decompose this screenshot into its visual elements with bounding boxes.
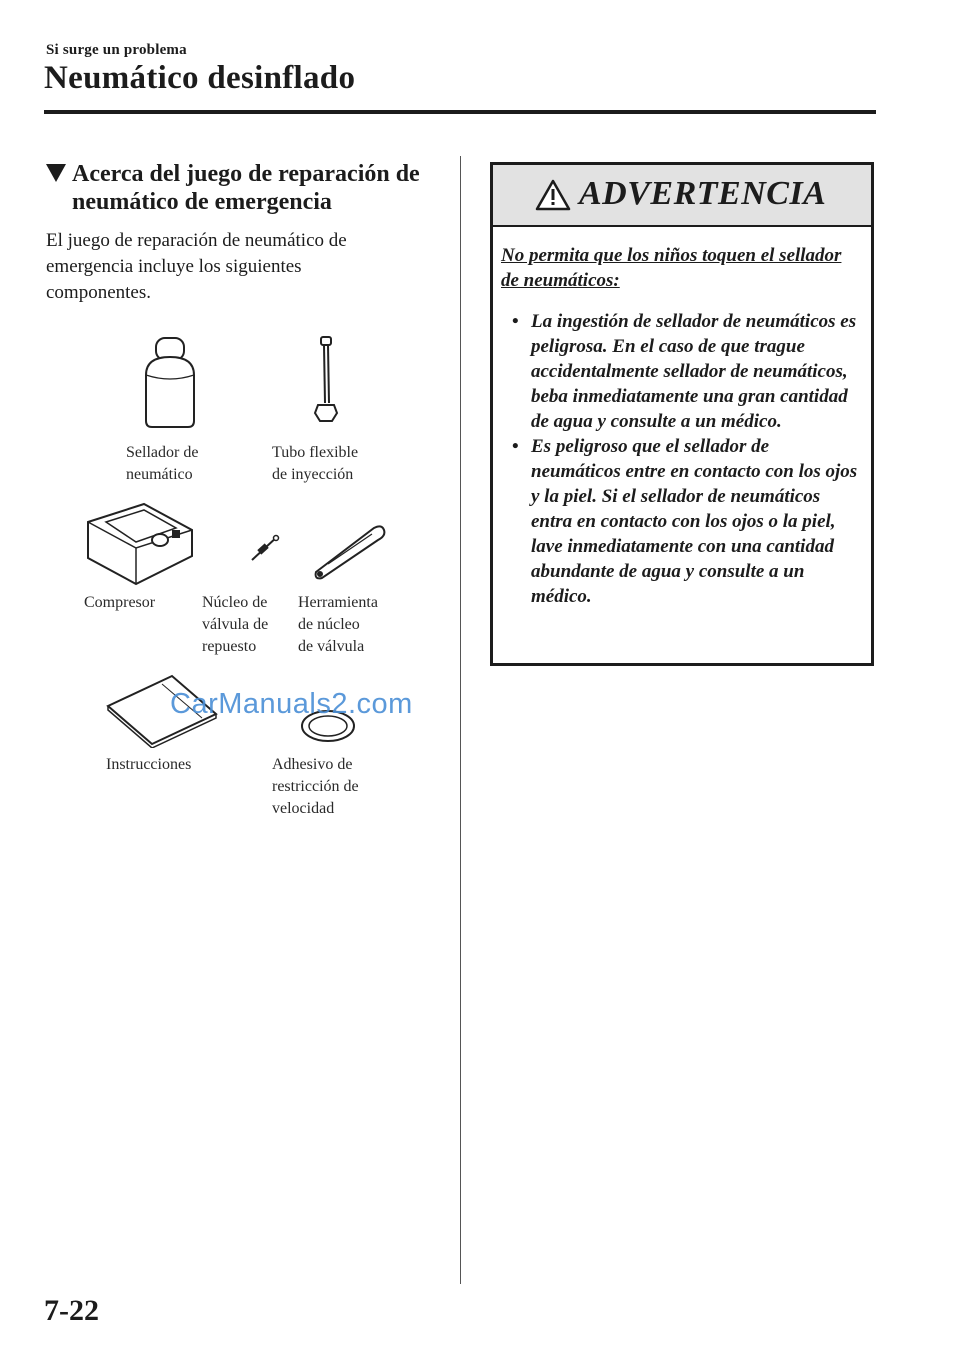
warning-bullet [501, 434, 861, 609]
component-label: Herramienta de núcleo de válvula [298, 594, 378, 655]
bullet-icon: • [512, 436, 519, 457]
triangle-marker-icon [46, 164, 66, 182]
component-label: Sellador de neumático [126, 444, 199, 483]
component-label: Tubo flexible de inyección [272, 444, 359, 483]
valve-core-icon [248, 532, 282, 564]
heading-line-1: Acerca del juego de reparación de [72, 161, 420, 187]
sealant-bottle-icon [140, 335, 200, 430]
warning-subtitle: No permita que los niños toquen el sellador de neumáticos: [501, 245, 842, 291]
warning-list [501, 309, 861, 609]
page-title: Neumático desinflado [44, 60, 356, 96]
component-label: Compresor [84, 594, 156, 611]
section-heading [46, 160, 446, 216]
page-number: 7-22 [44, 1294, 99, 1327]
warning-bullet-text: Es peligroso que el sellador de neumáticos entre en contacto con los ojos y la piel. Si el sellador de neumáticos entra en contacto con los ojos o la piel, lave inmediatamente con una cantidad abundante de agua y consulte a un médico. [531, 436, 858, 607]
compressor-icon [84, 500, 196, 590]
bullet-icon: • [512, 311, 519, 332]
intro-paragraph: El juego de reparación de neumático de emergencia incluye los siguientes componentes. [46, 230, 347, 303]
title-divider [44, 110, 876, 114]
warning-title: ADVERTENCIA [579, 175, 827, 212]
injection-hose-icon [310, 335, 342, 425]
component-label: Núcleo de válvula de repuesto [202, 594, 269, 655]
warning-body [501, 243, 861, 609]
column-divider [460, 156, 461, 1284]
warning-bullet-text: La ingestión de sellador de neumáticos es peligrosa. En el caso de que trague accidentalmente sellador de neumáticos, beba inmediatamente una gran cantidad de agua y consulte a un médico. [531, 311, 857, 432]
component-label: Adhesivo de restricción de velocidad [272, 756, 359, 817]
warning-header [493, 165, 871, 227]
warning-box [490, 162, 874, 666]
component-label: Instrucciones [106, 756, 192, 773]
warning-triangle-icon [535, 179, 571, 211]
valve-core-tool-icon [310, 520, 390, 580]
heading-line-2: neumático de emergencia [72, 189, 332, 215]
section-label: Si surge un problema [46, 42, 187, 58]
watermark: CarManuals2.com [170, 688, 413, 720]
warning-bullet [501, 309, 861, 434]
